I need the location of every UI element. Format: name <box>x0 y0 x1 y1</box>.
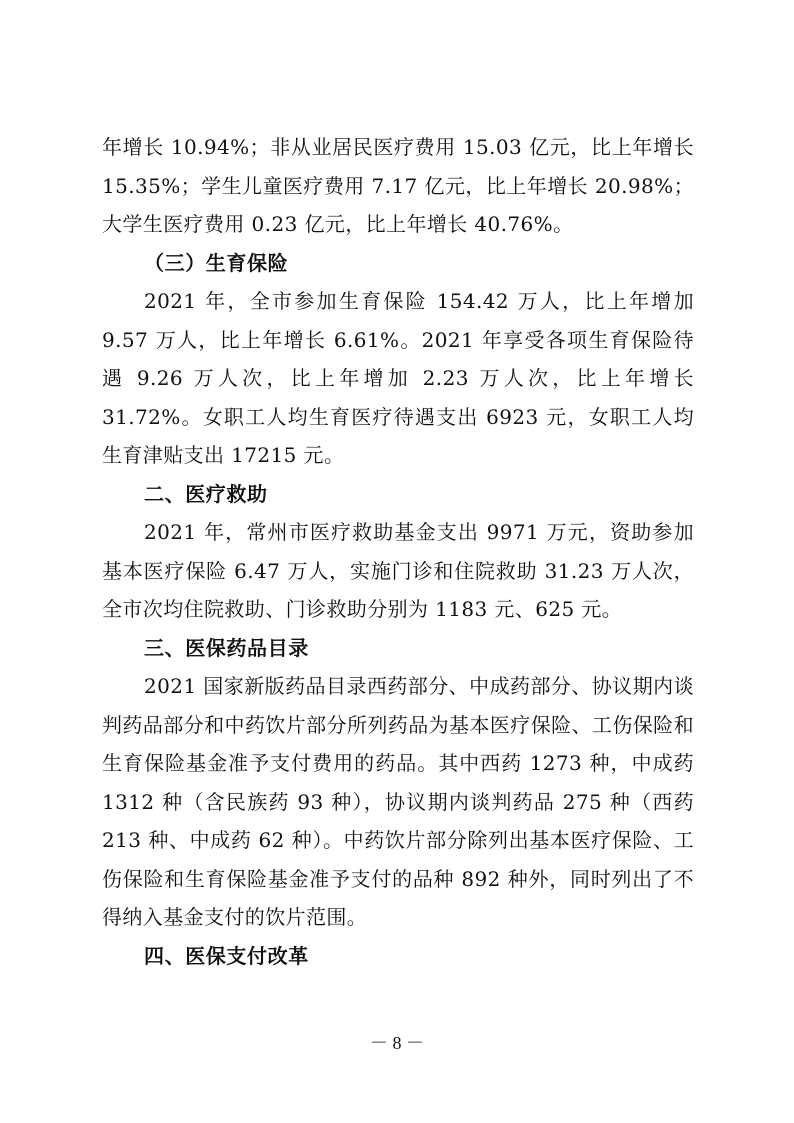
heading-payment-reform: 四、医保支付改革 <box>144 943 309 968</box>
paragraph-maternity-insurance: 2021 年，全市参加生育保险 154.42 万人，比上年增加 9.57 万人，比上年增长 6.61%。2021 年享受各项生育保险待遇 9.26 万人次，比上年增加 2.23 万人次，比上年增长 31.72%。女职工人均生育医疗待遇支出 6923 元，女职工人均生育津贴支出 17215 元。 <box>102 289 694 467</box>
heading-drug-catalog: 三、医保药品目录 <box>144 635 309 660</box>
paragraph-drug-catalog: 2021 国家新版药品目录西药部分、中成药部分、协议期内谈判药品部分和中药饮片部分所列药品为基本医疗保险、工伤保险和生育保险基金准予支付费用的药品。其中西药 1273 种，中成药 1312 种（含民族药 93 种），协议期内谈判药品 275 种（西药 213 种、中成药 62 种）。中药饮片部分除列出基本医疗保险、工伤保险和生育保险基金准予支付的品种 892 种外，同时列出了不得纳入基金支付的饮片范围。 <box>102 674 694 929</box>
heading-medical-assistance: 二、医疗救助 <box>144 481 268 506</box>
page-number: － 8 － <box>370 1033 424 1053</box>
paragraph-outpatient-costs: 年增长 10.94%；非从业居民医疗费用 15.03 亿元，比上年增长15.35%；学生儿童医疗费用 7.17 亿元，比上年增长 20.98%；大学生医疗费用 0.23 亿元，比上年增长 40.76%。 <box>102 135 694 236</box>
heading-maternity-insurance: （三）生育保险 <box>144 250 289 275</box>
document-body <box>102 128 694 975</box>
paragraph-medical-assistance: 2021 年，常州市医疗救助基金支出 9971 万元，资助参加基本医疗保险 6.47 万人，实施门诊和住院救助 31.23 万人次，全市次均住院救助、门诊救助分别为 1183 元、625 元。 <box>102 520 694 621</box>
